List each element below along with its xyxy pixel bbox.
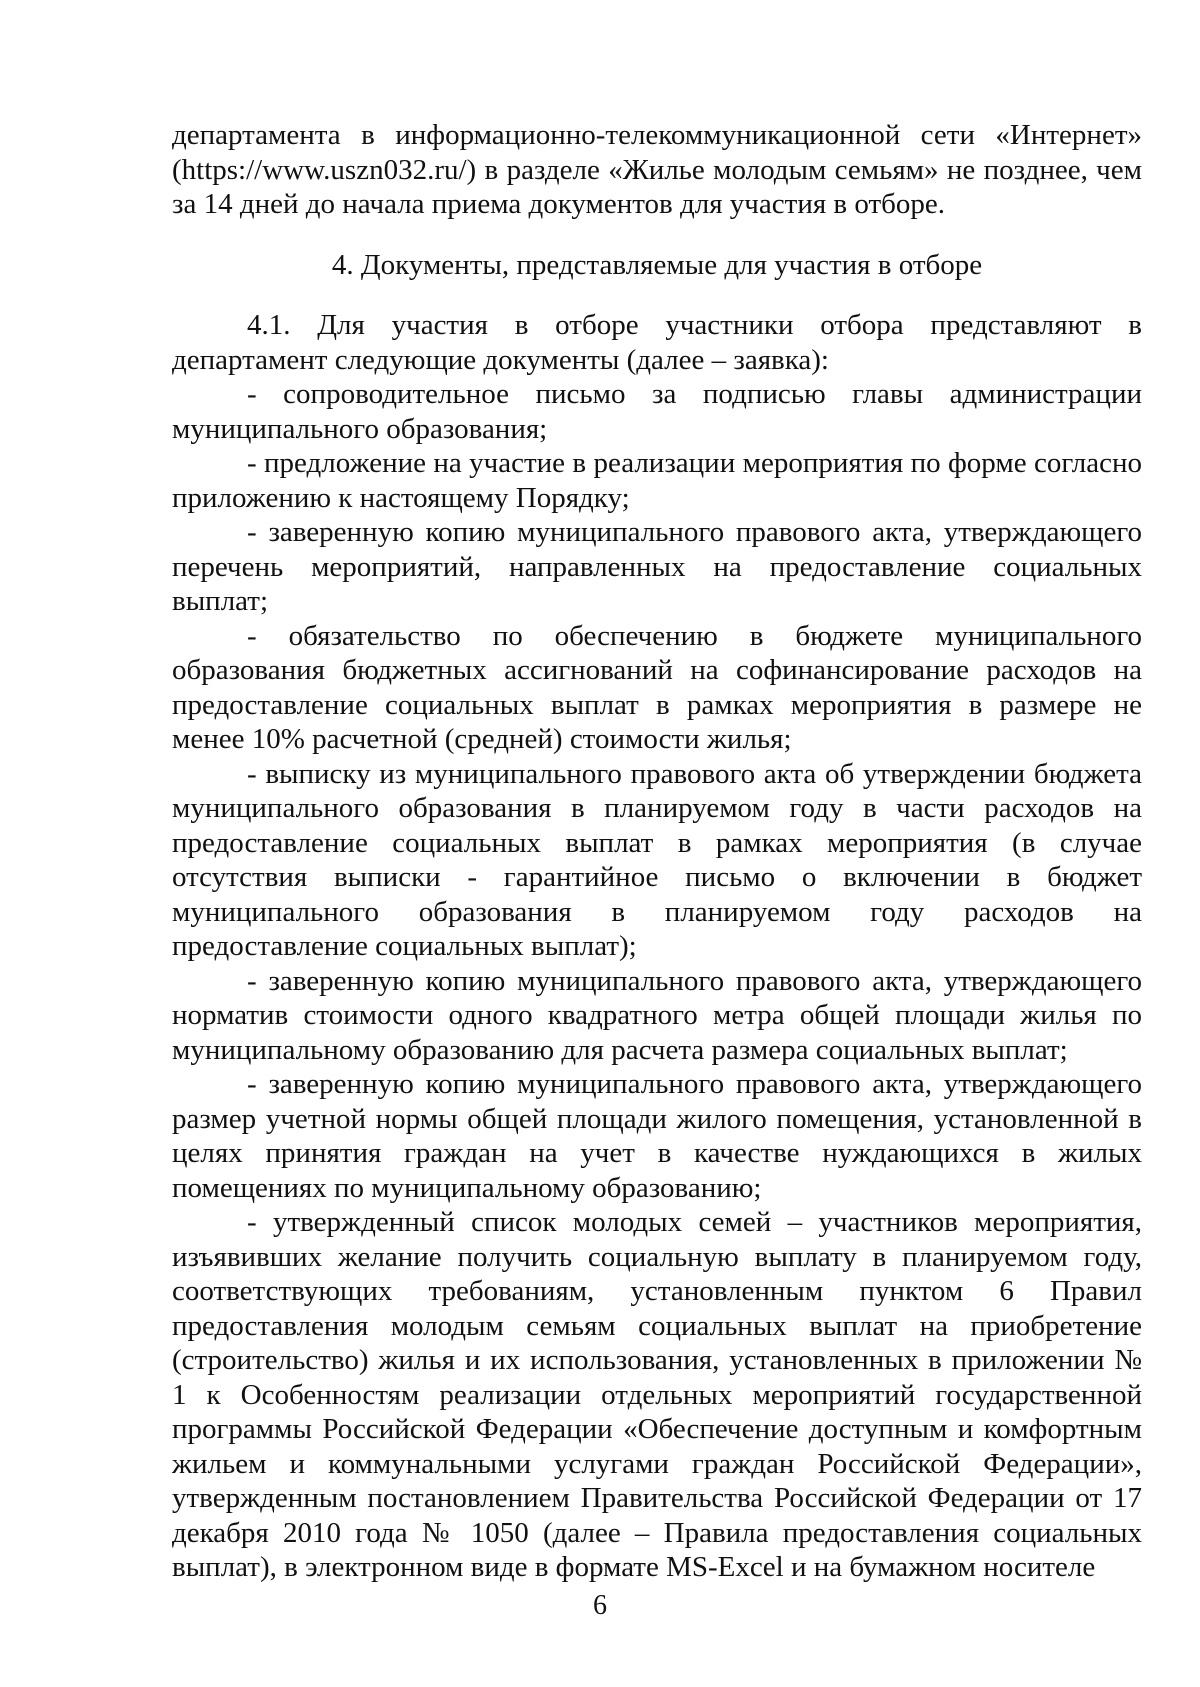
list-item-act-accounting-norm: - заверенную копию муниципального правового акта, утверждающего размер учетной нормы общей площади жилого помещения, установленной в целях принятия граждан на учет в качестве нуждающихся в жилых помещениях по муниципальному образованию; bbox=[172, 1068, 1142, 1204]
list-item-act-measures: - заверенную копию муниципального правового акта, утверждающего перечень мероприятий, направленных на предоставление социальных выплат; bbox=[172, 516, 1142, 617]
document-page bbox=[172, 118, 1142, 1585]
intro-paragraph: департамента в информационно-телекоммуникационной сети «Интернет» (https://www.uszn032.ru/) в разделе «Жилье молодым семьям» не позднее, чем за 14 дней до начала приема документов для участия в отборе. bbox=[172, 119, 1142, 220]
list-item-budget-obligation: - обязательство по обеспечению в бюджете муниципального образования бюджетных ассигнований на софинансирование расходов на предоставление социальных выплат в рамках мероприятия в размере не менее 10% расчетной (средней) стоимости жилья; bbox=[172, 619, 1142, 755]
section-title: 4. Документы, представляемые для участия в отборе bbox=[331, 248, 983, 281]
list-item-cover-letter: - сопроводительное письмо за подписью главы администрации муниципального образования; bbox=[172, 378, 1142, 445]
list-item-proposal: - предложение на участие в реализации мероприятия по форме согласно приложению к настоящему Порядку; bbox=[172, 447, 1142, 514]
list-item-act-norm-cost: - заверенную копию муниципального правового акта, утверждающего норматив стоимости одного квадратного метра общей площади жилья по муниципальному образованию для расчета размера социальных выплат; bbox=[172, 964, 1142, 1066]
list-item-budget-extract: - выписку из муниципального правового акта об утверждении бюджета муниципального образования в планируемом году в части расходов на предоставление социальных выплат в рамках мероприятия (в случае отсутствия выписки - гарантийное письмо о включении в бюджет муниципального образования в планируемом году расходов на предоставление социальных выплат); bbox=[172, 757, 1142, 962]
list-item-family-list: - утвержденный список молодых семей – участников мероприятия, изъявивших желание получить социальную выплату в планируемом году, соответствующих требованиям, установленным пунктом 6 Правил предоставления молодым семьям социальных выплат на приобретение (строительство) жилья и их использования, установленных в приложении № 1 к Особенностям реализации отдельных мероприятий государственной программы Российской Федерации «Обеспечение доступным и комфортным жильем и коммунальными услугами граждан Российской Федерации», утвержденным постановлением Правительства Российской Федерации от 17 декабря 2010 года № 1050 (далее – Правила предоставления социальных выплат), в электронном виде в формате MS-Excel и на бумажном носителе bbox=[172, 1206, 1142, 1583]
paragraph-4-1: 4.1. Для участия в отборе участники отбора представляют в департамент следующие документы (далее – заявка): bbox=[172, 309, 1142, 376]
page-number: 6 bbox=[593, 1590, 607, 1621]
